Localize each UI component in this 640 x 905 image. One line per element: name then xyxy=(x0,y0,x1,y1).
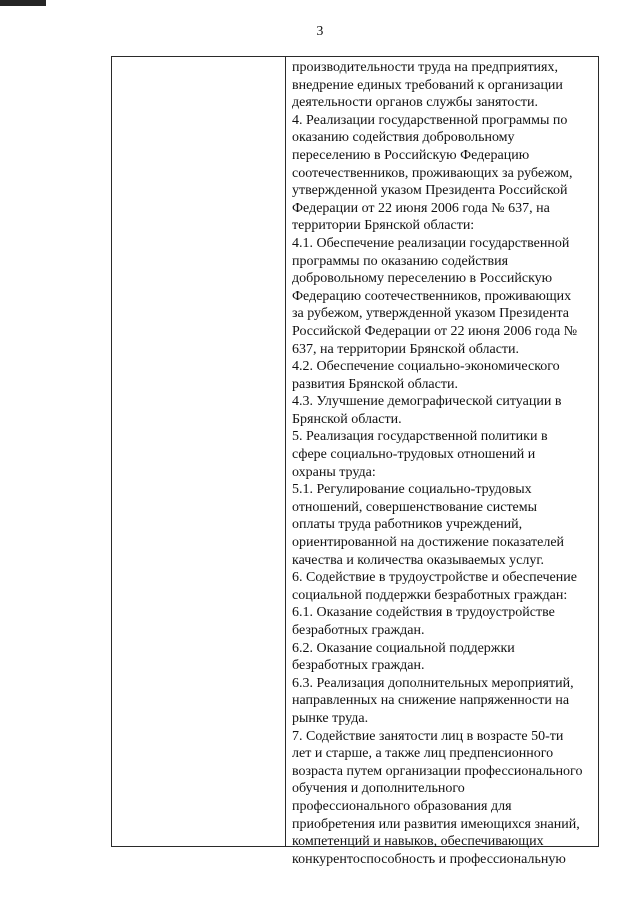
text-line: 4.3. Улучшение демографической ситуации в xyxy=(292,394,562,410)
text-line: отношений, совершенствование системы xyxy=(292,499,538,515)
text-line: 4.1. Обеспечение реализации государственной xyxy=(292,235,570,251)
text-line: оказанию содействия добровольному xyxy=(292,130,515,146)
text-line: внедрение единых требований к организации xyxy=(292,77,563,93)
text-line: безработных граждан. xyxy=(292,658,425,674)
text-line: программы по оказанию содействия xyxy=(292,253,509,269)
text-line: рынке труда. xyxy=(292,710,369,726)
table-left-column xyxy=(112,57,286,846)
table-right-column xyxy=(286,57,598,867)
text-line: 7. Содействие занятости лиц в возрасте 50-ти xyxy=(292,728,564,744)
text-line: 6. Содействие в трудоустройстве и обеспечение xyxy=(292,570,577,586)
text-line: за рубежом, утвержденной указом Президента xyxy=(292,306,569,322)
text-line: Брянской области. xyxy=(292,411,402,427)
page-number: 3 xyxy=(316,24,324,39)
text-line: 6.1. Оказание содействия в трудоустройстве xyxy=(292,605,555,621)
document-table xyxy=(111,56,599,867)
text-line: соотечественников, проживающих за рубежом, xyxy=(292,165,573,181)
text-line: охраны труда: xyxy=(292,464,376,480)
text-line: утвержденной указом Президента Российской xyxy=(292,183,568,199)
text-line: ориентированной на достижение показателей xyxy=(292,535,565,551)
text-line: переселению в Российскую Федерацию xyxy=(292,147,530,163)
text-line: производительности труда на предприятиях, xyxy=(292,60,558,75)
text-line: развития Брянской области. xyxy=(292,376,458,392)
text-line: 5. Реализация государственной политики в xyxy=(292,429,548,445)
scan-edge-mark xyxy=(0,0,46,6)
text-line: Федерацию соотечественников, проживающих xyxy=(292,288,572,304)
text-line: 6.3. Реализация дополнительных мероприятий, xyxy=(292,675,574,691)
text-line: сфере социально-трудовых отношений и xyxy=(292,447,536,463)
text-line: возраста путем организации профессионального xyxy=(292,763,583,779)
text-line: деятельности органов службы занятости. xyxy=(292,95,539,111)
text-line: 4.2. Обеспечение социально-экономического xyxy=(292,359,560,375)
text-line: Российской Федерации от 22 июня 2006 года № xyxy=(292,323,578,339)
text-line: Федерации от 22 июня 2006 года № 637, на xyxy=(292,200,550,216)
text-line: конкурентоспособность и профессиональную xyxy=(292,851,566,867)
text-line: качества и количества оказываемых услуг. xyxy=(292,552,544,568)
text-line: 5.1. Регулирование социально-трудовых xyxy=(292,482,532,498)
text-line: 4. Реализации государственной программы по xyxy=(292,112,568,128)
text-line: обучения и дополнительного xyxy=(292,781,465,797)
text-line: компетенций и навыков, обеспечивающих xyxy=(292,834,544,850)
text-line: 637, на территории Брянской области. xyxy=(292,341,520,357)
text-line: приобретения или развития имеющихся знаний, xyxy=(292,816,580,832)
text-line: территории Брянской области: xyxy=(292,218,475,234)
text-line: социальной поддержки безработных граждан: xyxy=(292,587,568,603)
text-line: 6.2. Оказание социальной поддержки xyxy=(292,640,515,656)
text-line: направленных на снижение напряженности на xyxy=(292,693,570,709)
text-line: оплаты труда работников учреждений, xyxy=(292,517,523,533)
text-line: лет и старше, а также лиц предпенсионного xyxy=(292,746,554,762)
text-line: добровольному переселению в Российскую xyxy=(292,271,553,287)
text-line: профессионального образования для xyxy=(292,798,512,814)
text-line: безработных граждан. xyxy=(292,623,425,638)
